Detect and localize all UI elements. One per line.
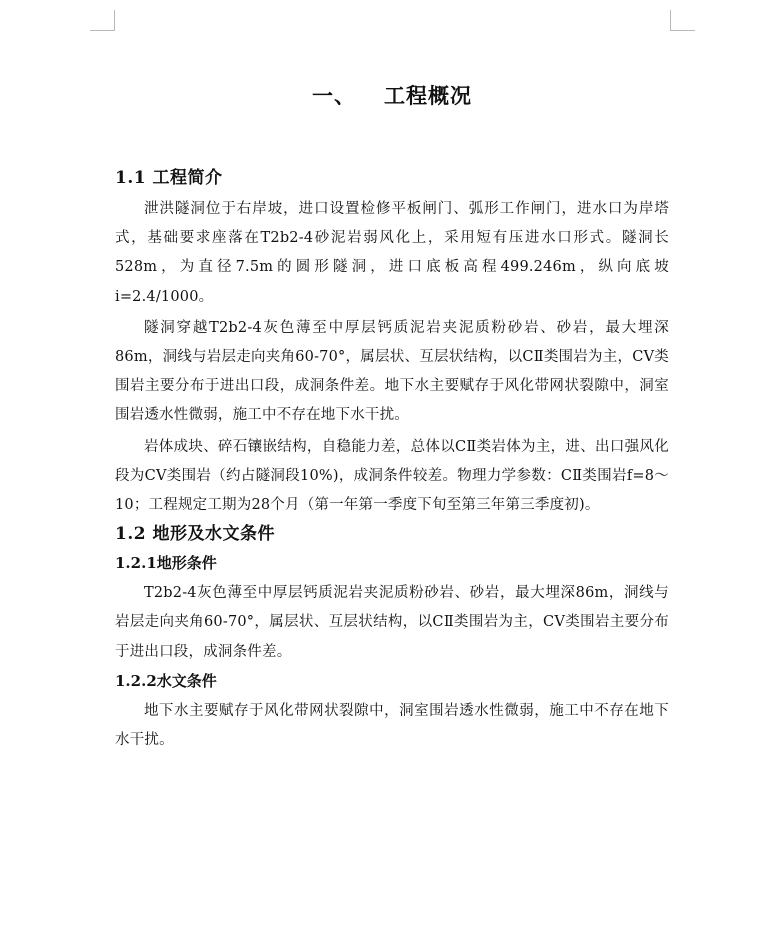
section-heading-1-2: 1.2 地形及水文条件	[115, 524, 275, 545]
chapter-title	[115, 78, 669, 114]
document-body[interactable]	[115, 78, 669, 755]
crop-mark-top-left	[90, 10, 115, 31]
paragraph: 隧洞穿越T2b2-4灰色薄至中厚层钙质泥岩夹泥质粉砂岩、砂岩，最大埋深86m，洞线与岩层走向夹角60-70°，属层状、互层状结构，以CⅡ类围岩为主，CⅤ类围岩主要分布于进出口段，成洞条件差。地下水主要赋存于风化带网状裂隙中，洞室围岩透水性微弱，施工中不存在地下水干扰。	[115, 319, 669, 424]
subsection-heading-1-2-1: 1.2.1地形条件	[115, 554, 217, 573]
chapter-title-text: 工程概况	[384, 84, 472, 108]
section-heading-1-1: 1.1 工程简介	[115, 168, 223, 188]
paragraph: T2b2-4灰色薄至中厚层钙质泥岩夹泥质粉砂岩、砂岩，最大埋深86m，洞线与岩层走向夹角60-70°，属层状、互层状结构，以CⅡ类围岩为主，CⅤ类围岩主要分布于进出口段，成洞条件差。	[115, 585, 669, 660]
paragraph: 泄洪隧洞位于右岸坡，进口设置检修平板闸门、弧形工作闸门，进水口为岸塔式，基础要求座落在T2b2-4砂泥岩弱风化上，采用短有压进水口形式。隧洞长528m，为直径7.5m的圆形隧洞，进口底板高程499.246m，纵向底坡i=2.4/1000。	[115, 201, 669, 305]
subsection-heading-1-2-2: 1.2.2水文条件	[115, 671, 217, 690]
paragraph: 地下水主要赋存于风化带网状裂隙中，洞室围岩透水性微弱，施工中不存在地下水干扰。	[115, 702, 669, 749]
chapter-number: 一、	[312, 84, 356, 108]
crop-mark-top-right	[670, 10, 695, 31]
paragraph: 岩体成块、碎石镶嵌结构，自稳能力差，总体以CⅡ类岩体为主，进、出口强风化段为CⅤ类围岩（约占隧洞段10%)，成洞条件较差。物理力学参数：CⅡ类围岩f=8～10；工程规定工期为28个月（第一年第一季度下旬至第三年第三季度初)。	[115, 438, 669, 514]
